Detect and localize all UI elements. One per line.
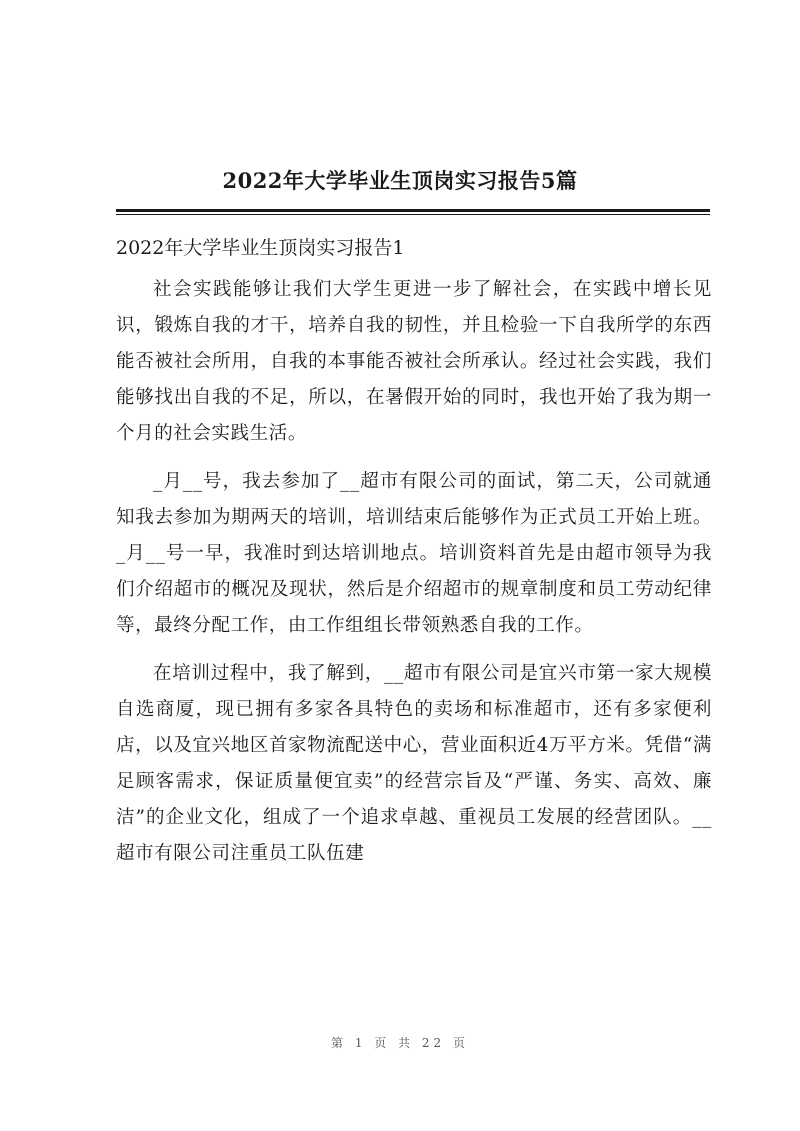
paragraph-3: 在培训过程中，我了解到，__超市有限公司是宜兴市第一家大规模自选商厦，现已拥有多家各具特色的卖场和标准超市，还有多家便利店，以及宜兴地区首家物流配送中心，营业面积近4万平方米。凭借“满足顾客需求，保证质量便宜卖”的经营宗旨及“严谨、务实、高效、廉洁”的企业文化，组成了一个追求卓越、重视员工发展的经营团队。__超市有限公司注重员工队伍建 [116, 663, 712, 864]
paragraph-2: _月__号，我去参加了__超市有限公司的面试，第二天，公司就通知我去参加为期两天的培训，培训结束后能够作为正式员工开始上班。_月__号一早，我准时到达培训地点。培训资料首先是由超市领导为我们介绍超市的概况及现状，然后是介绍超市的规章制度和员工劳动纪律等，最终分配工作，由工作组组长带领熟悉自我的工作。 [116, 471, 712, 636]
title-divider-thin [116, 214, 710, 215]
section-heading: 2022年大学毕业生顶岗实习报告1 [116, 237, 405, 259]
page-number-footer: 第 1 页 共 22 页 [331, 1036, 469, 1050]
paragraph-1: 社会实践能够让我们大学生更进一步了解社会，在实践中增长见识，锻炼自我的才干，培养自我的韧性，并且检验一下自我所学的东西能否被社会所用，自我的本事能否被社会所承认。经过社会实践，我们能够找出自我的不足，所以，在暑假开始的同时，我也开始了我为期一个月的社会实践生活。 [116, 279, 712, 444]
title-divider-thick [116, 209, 710, 212]
body-text [116, 272, 712, 872]
document-title: 2022年大学毕业生顶岗实习报告5篇 [222, 168, 578, 193]
